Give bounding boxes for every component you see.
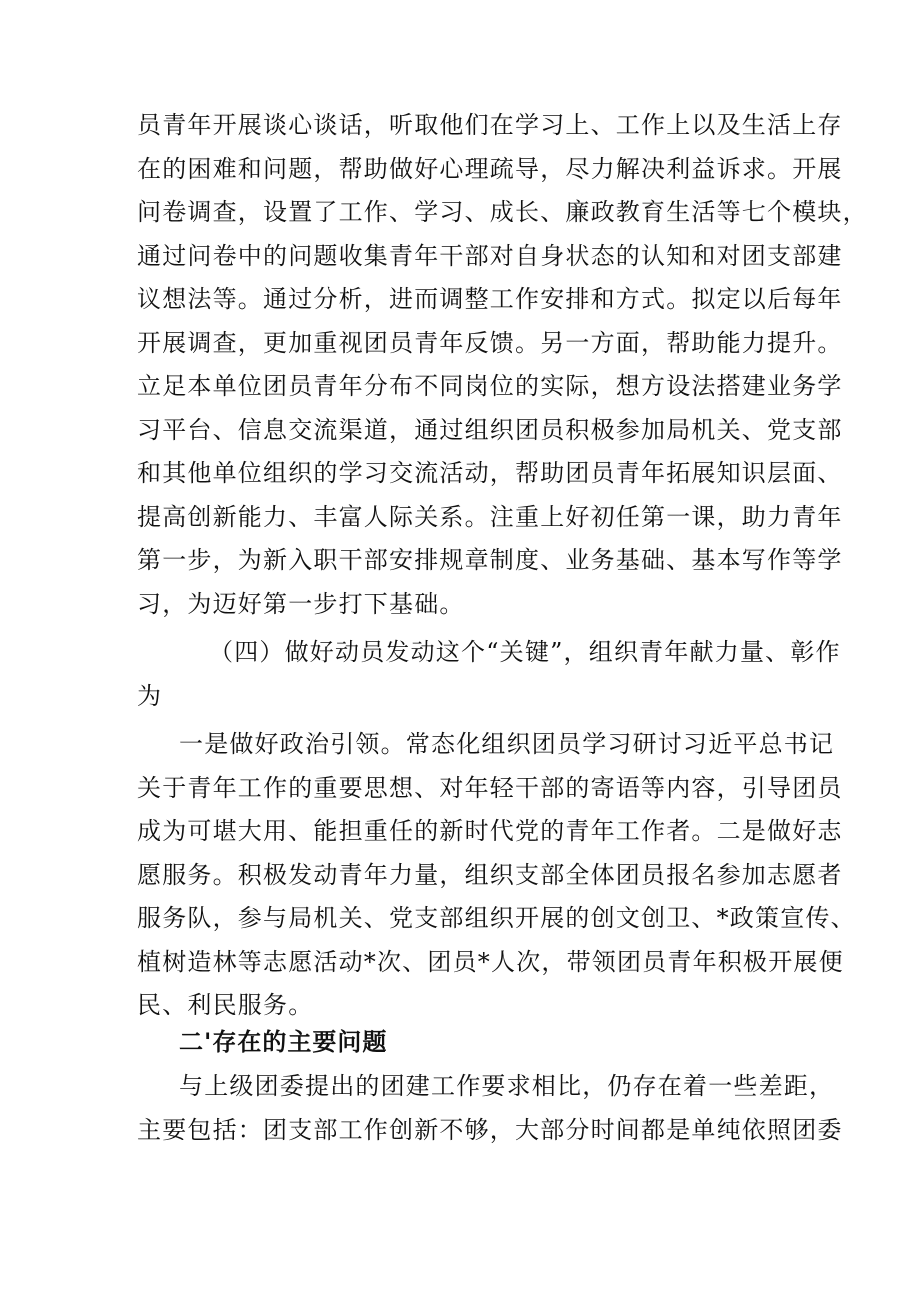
paragraph-line: 民、利民服务。 [137,991,314,1019]
paragraph-3 [137,1065,843,1152]
paragraph-line: 和其他单位组织的学习交流活动，帮助团员青年拓展知识层面、 [137,459,843,487]
paragraph-line: 服务队，参与局机关、党支部组织开展的创文创卫、*政策宣传、 [137,904,856,932]
paragraph-line: 成为可堪大用、能担重任的新时代党的青年工作者。二是做好志 [137,817,843,845]
paragraph-line: 主要包括：团支部工作创新不够，大部分时间都是单纯依照团委 [137,1115,843,1144]
paragraph-line: 习平台、信息交流渠道，通过组织团员积极参加局机关、党支部 [137,415,843,444]
paragraph-line: 开展调查，更加重视团员青年反馈。另一方面，帮助能力提升。 [137,328,843,357]
paragraph-line: 习，为迈好第一步打下基础。 [137,589,465,618]
paragraph-1 [137,104,868,626]
section-heading: 二'存在的主要问题 [179,1028,388,1056]
section-2-heading [137,1021,797,1065]
paragraph-line: 提高创新能力、丰富人际关系。注重上好初任第一课，助力青年 [137,502,843,531]
paragraph-line: 议想法等。通过分析，进而调整工作安排和方式。拟定以后每年 [137,285,843,313]
paragraph-2 [137,723,856,1028]
paragraph-line: 问卷调查，设置了工作、学习、成长、廉政教育生活等七个模块， [137,198,868,226]
paragraph-line: 关于青年工作的重要思想、对年轻干部的寄语等内容，引导团员 [137,773,843,802]
paragraph-line: 在的困难和问题，帮助做好心理疏导，尽力解决利益诉求。开展 [137,154,843,183]
paragraph-line: 通过问卷中的问题收集青年干部对自身状态的认知和对团支部建 [137,241,843,270]
paragraph-line: 植树造林等志愿活动*次、团员*人次，带领团员青年积极开展便 [137,947,844,976]
section-4-heading [137,631,841,718]
paragraph-line: 愿服务。积极发动青年力量，组织支部全体团员报名参加志愿者 [137,860,843,889]
paragraph-line: 员青年开展谈心谈话，听取他们在学习上、工作上以及生活上存 [137,111,843,139]
heading-line: （四）做好动员发动这个“关键”，组织青年献力量、彰作 [209,638,841,666]
paragraph-line: 立足本单位团员青年分布不同岗位的实际，想方设法搭建业务学 [137,372,843,400]
heading-line: 为 [137,681,163,710]
paragraph-line: 与上级团委提出的团建工作要求相比，仍存在着一些差距， [179,1072,835,1100]
paragraph-line: 第一步，为新入职干部安排规章制度、业务基础、基本写作等学 [137,546,843,574]
paragraph-line: 一是做好政治引领。常态化组织团员学习研讨习近平总书记 [179,730,835,758]
